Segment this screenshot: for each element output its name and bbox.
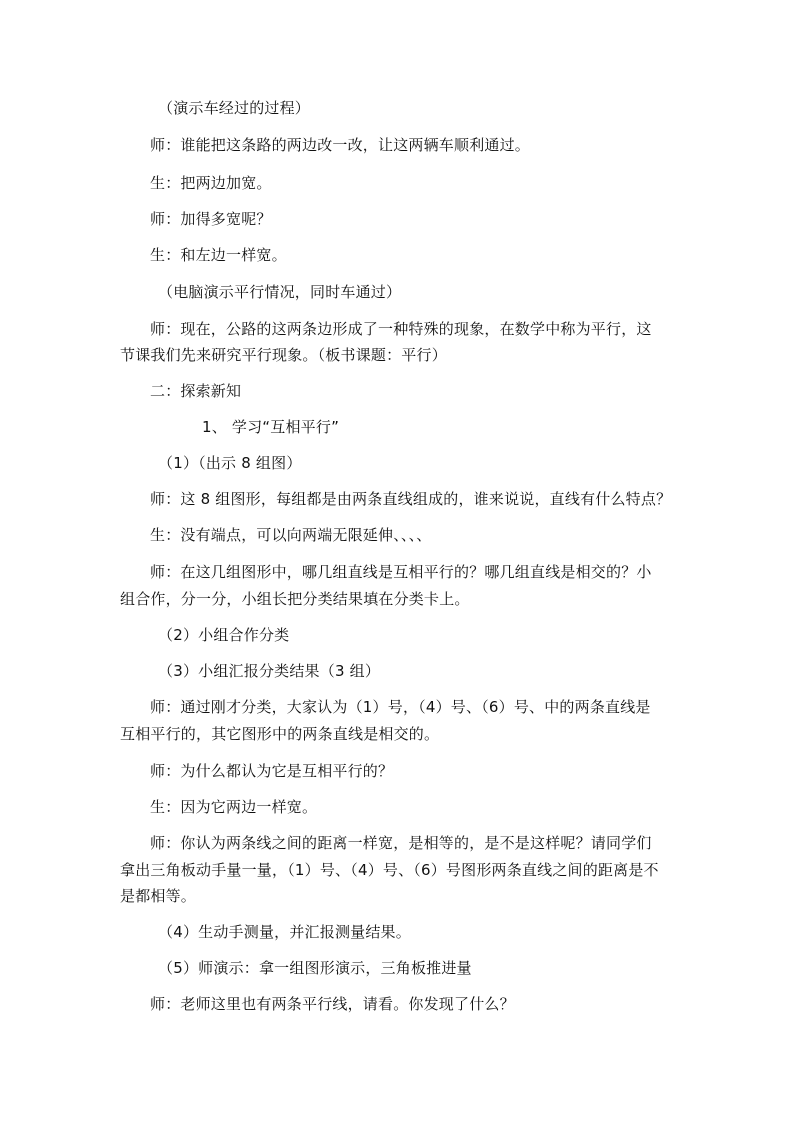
section-heading: 二：探索新知 [150, 382, 242, 400]
paragraph-line: 师：通过刚才分类，大家认为（1）号，（4）号、（6）号、中的两条直线是 [150, 698, 651, 716]
paragraph-line: 师：为什么都认为它是互相平行的？ [150, 762, 394, 780]
paragraph-line: 组合作，分一分，小组长把分类结果填在分类卡上。 [120, 590, 470, 608]
paragraph-line: 拿出三角板动手量一量，（1）号、（4）号、（6）号图形两条直线之间的距离是不 [120, 861, 659, 879]
paragraph-line: （1）（出示 8 组图） [158, 454, 302, 472]
paragraph-line: （演示车经过的过程） [158, 99, 311, 117]
subsection-heading: 1、 学习“互相平行” [202, 418, 340, 436]
paragraph-line: 互相平行的，其它图形中的两条直线是相交的。 [120, 725, 440, 743]
paragraph-line: （5）师演示：拿一组图形演示，三角板推进量 [158, 959, 472, 977]
paragraph-line: 是都相等。 [120, 887, 197, 905]
paragraph-line: 师：这 8 组图形，每组都是由两条直线组成的，谁来说说，直线有什么特点？ [150, 490, 672, 508]
paragraph-line: 师：在这几组图形中，哪几组直线是互相平行的？哪几组直线是相交的？小 [150, 563, 652, 581]
paragraph-line: （2）小组合作分类 [158, 626, 290, 644]
paragraph-line: （4）生动手测量，并汇报测量结果。 [158, 923, 411, 941]
paragraph-line: 师：谁能把这条路的两边改一改，让这两辆车顺利通过。 [150, 136, 531, 154]
paragraph-line: （电脑演示平行情况，同时车通过） [158, 283, 402, 301]
paragraph-line: 师：你认为两条线之间的距离一样宽，是相等的，是不是这样呢？请同学们 [150, 834, 652, 852]
paragraph-line: 生：因为它两边一样宽。 [150, 798, 318, 816]
paragraph-line: 生：和左边一样宽。 [150, 246, 287, 264]
paragraph-line: 节课我们先来研究平行现象。（板书课题：平行） [120, 346, 447, 364]
paragraph-line: 师：老师这里也有两条平行线，请看。你发现了什么？ [150, 995, 515, 1013]
paragraph-line: 生：把两边加宽。 [150, 174, 272, 192]
paragraph-line: （3）小组汇报分类结果（3 组） [158, 662, 381, 680]
paragraph-line: 师：现在，公路的这两条边形成了一种特殊的现象，在数学中称为平行，这 [150, 320, 652, 338]
paragraph-line: 生：没有端点，可以向两端无限延伸、、、、 [150, 526, 432, 544]
paragraph-line: 师：加得多宽呢？ [150, 210, 272, 228]
